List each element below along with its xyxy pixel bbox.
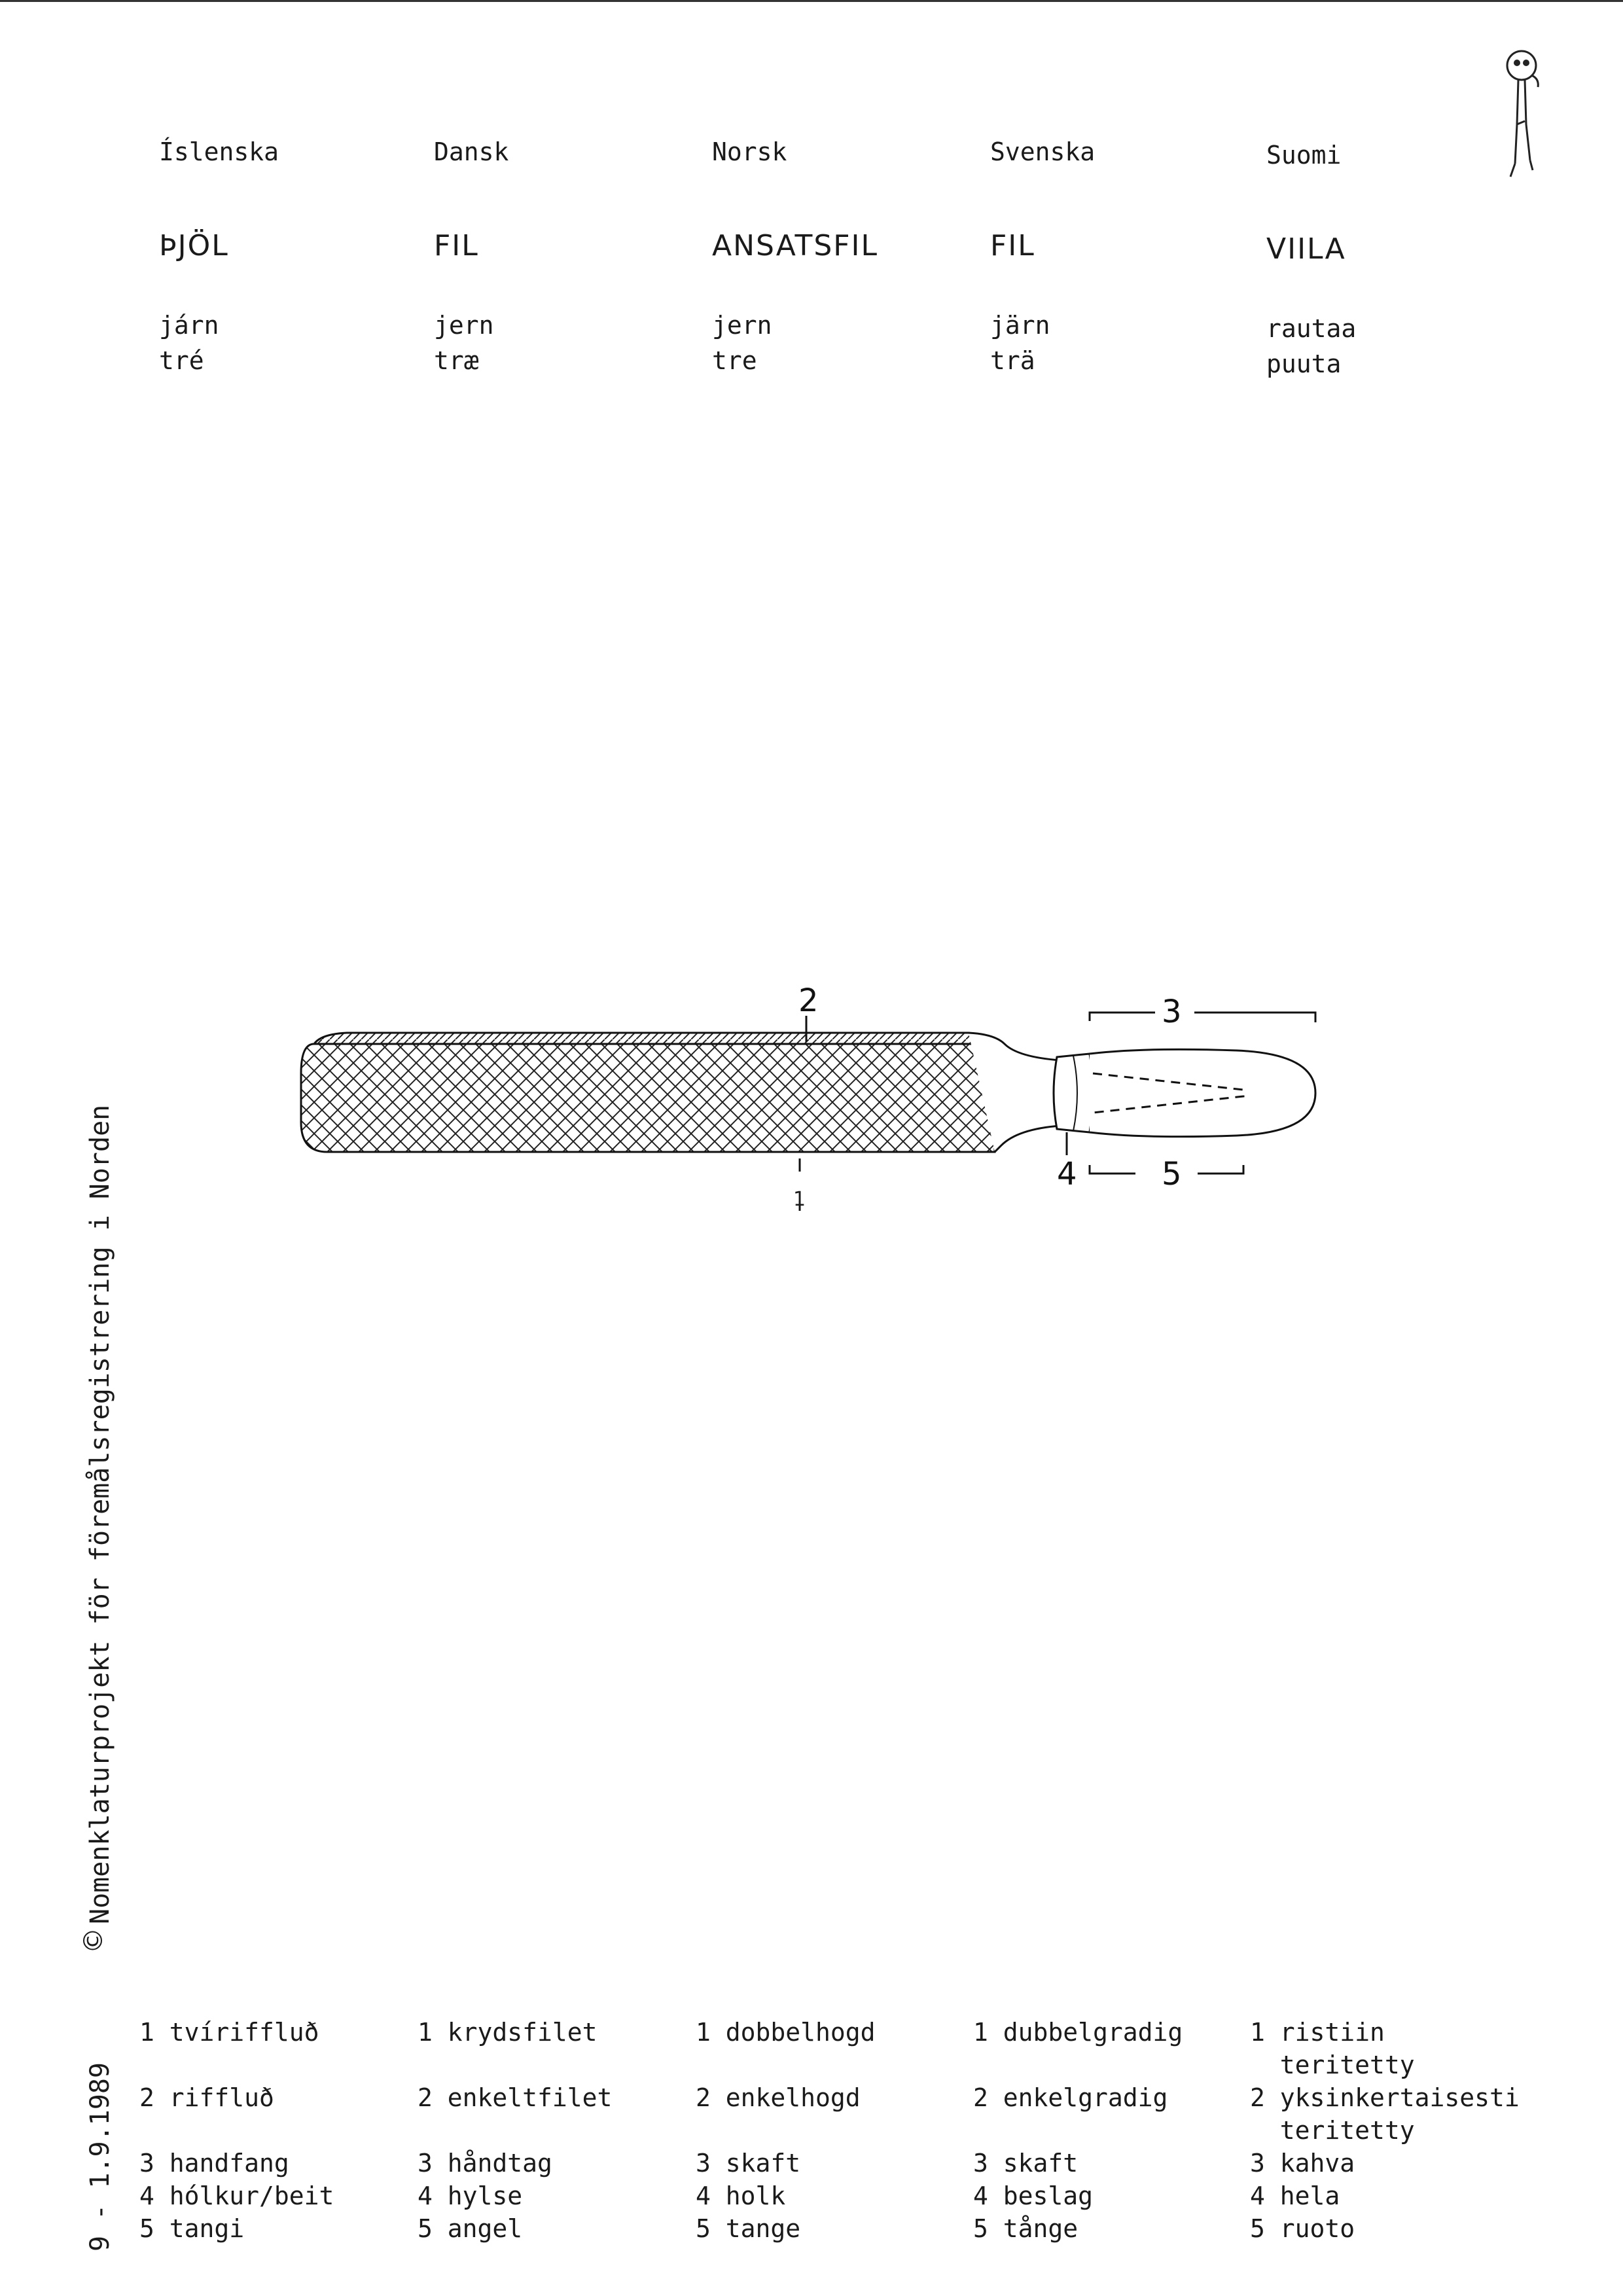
lang-column-svenska [990, 137, 1265, 378]
lang-name: Íslenska [159, 137, 279, 166]
part-line: 5 tangi [139, 2214, 245, 2243]
part-line: 2 enkeltfilet [418, 2083, 613, 2112]
lang-term: FIL [434, 229, 479, 262]
part-line: 2 enkelhogd [696, 2083, 861, 2112]
lang-name: Norsk [712, 137, 787, 166]
part-line: 5 angel [418, 2214, 523, 2243]
lang-name: Dansk [434, 137, 509, 166]
parts-list-svenska [973, 2016, 1261, 2245]
part-line [973, 2114, 1261, 2147]
material-2: puuta [1266, 350, 1342, 378]
part-line [418, 2114, 705, 2147]
lang-material [1266, 311, 1541, 382]
callout-2: 2 [798, 982, 819, 1019]
material-2: tré [159, 346, 204, 375]
lang-term: ANSATSFIL [712, 229, 879, 262]
lang-name: Svenska [990, 137, 1096, 166]
part-line: 1 tvíriffluð [139, 2018, 319, 2047]
lang-term: ÞJÖL [159, 229, 229, 262]
lang-column-islenska [159, 137, 434, 378]
part-line: 2 yksinkertaisesti [1250, 2083, 1520, 2112]
date-vertical: 9 - 1.9.1989 [85, 2062, 115, 2251]
part-line: 4 beslag [973, 2181, 1094, 2210]
part-line [139, 2114, 427, 2147]
callout-4: 4 [1057, 1156, 1077, 1193]
part-line: 5 tange [696, 2214, 801, 2243]
material-1: járn [159, 311, 219, 340]
lang-material [159, 308, 434, 378]
part-line: 4 hela [1250, 2181, 1340, 2210]
part-line [139, 2049, 427, 2081]
lang-column-suomi [1266, 141, 1541, 382]
part-line: 5 tånge [973, 2214, 1079, 2243]
lang-material [990, 308, 1265, 378]
part-line: 1 dobbelhogd [696, 2018, 876, 2047]
lang-material [712, 308, 987, 378]
part-line [973, 2049, 1261, 2081]
lang-material [434, 308, 709, 378]
copyright-mark: © [79, 1928, 109, 1954]
callout-1: 1 [793, 1188, 806, 1211]
lang-column-norsk [712, 137, 987, 378]
callout-3: 3 [1162, 994, 1182, 1030]
part-line: 4 holk [696, 2181, 786, 2210]
material-2: tre [712, 346, 757, 375]
callout-5: 5 [1162, 1156, 1182, 1193]
part-line: 3 kahva [1250, 2149, 1355, 2178]
handle [1090, 1049, 1315, 1136]
ferrule [1054, 1054, 1093, 1132]
part-line: 3 håndtag [418, 2149, 552, 2178]
project-title-vertical: Nomenklaturprojekt för föremålsregistrering i Norden [85, 1104, 115, 1924]
material-1: järn [990, 311, 1050, 340]
blade-edge [314, 1033, 1001, 1044]
part-line: 3 skaft [696, 2149, 801, 2178]
top-border-line [0, 0, 1623, 2]
material-1: jern [434, 311, 494, 340]
parts-list-norsk [696, 2016, 984, 2245]
part-line: 3 handfang [139, 2149, 289, 2178]
material-2: trä [990, 346, 1035, 375]
lang-name: Suomi [1266, 141, 1342, 170]
part-line: 4 hylse [418, 2181, 523, 2210]
lang-term: VIILA [1266, 232, 1346, 266]
part-line: 1 dubbelgradig [973, 2018, 1183, 2047]
part-line [696, 2114, 984, 2147]
parts-list-suomi [1250, 2016, 1538, 2245]
parts-list-dansk [418, 2016, 705, 2245]
part-line [418, 2049, 705, 2081]
part-line: 5 ruoto [1250, 2214, 1355, 2243]
part-line: 1 ristiin [1250, 2018, 1385, 2047]
part-line: 1 krydsfilet [418, 2018, 597, 2047]
blade-body [301, 1044, 995, 1152]
material-1: jern [712, 311, 772, 340]
part-line [696, 2049, 984, 2081]
material-2: træ [434, 346, 479, 375]
part-line: teritetty [1250, 2116, 1415, 2145]
parts-list-islenska [139, 2016, 427, 2245]
material-1: rautaa [1266, 314, 1357, 343]
part-line: 3 skaft [973, 2149, 1079, 2178]
lang-term: FIL [990, 229, 1035, 262]
part-line: 4 hólkur/beit [139, 2181, 334, 2210]
part-line: 2 enkelgradig [973, 2083, 1168, 2112]
lang-column-dansk [434, 137, 709, 378]
part-line: 2 riffluð [139, 2083, 274, 2112]
part-line: teritetty [1250, 2051, 1415, 2079]
